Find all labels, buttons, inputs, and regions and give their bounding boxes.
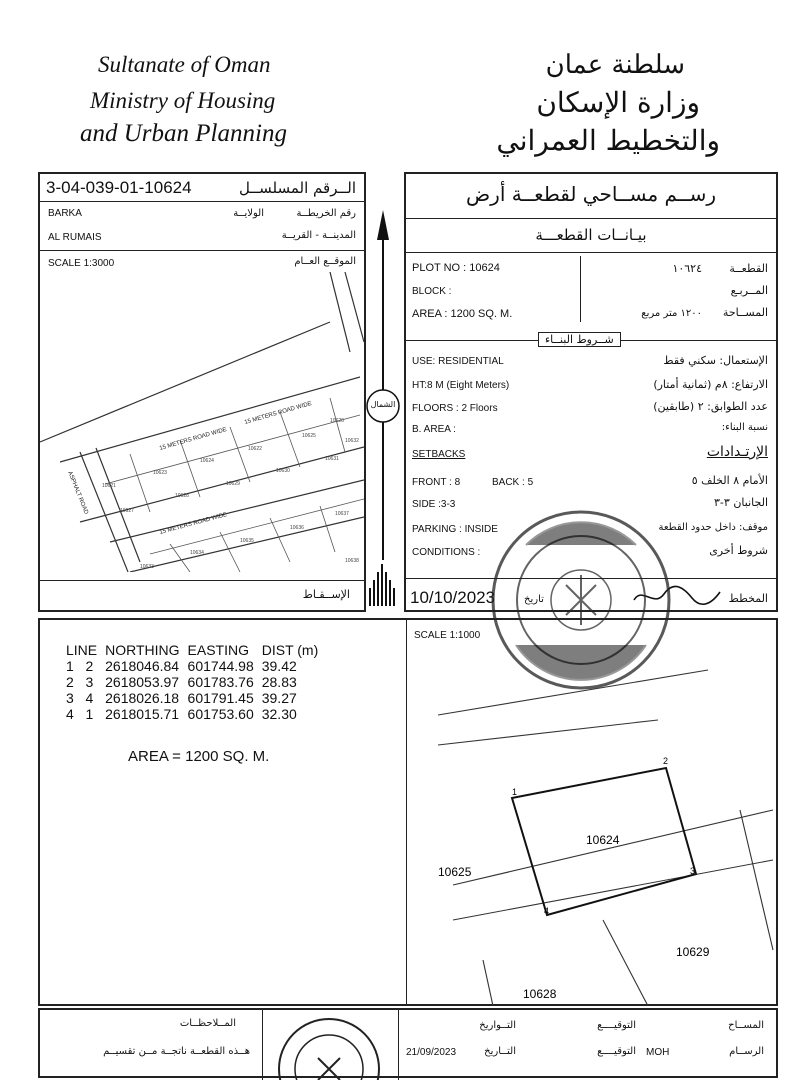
- general-location-label: الموقــع العــام: [294, 256, 356, 267]
- serial-number-value: 3-04-039-01-10624: [46, 178, 192, 197]
- plot-number: PLOT NO : 10624: [412, 262, 500, 274]
- plot-number-ar: ١٠٦٢٤: [672, 262, 702, 275]
- footer-seal-icon: [274, 1014, 384, 1080]
- table-row: 4 1 2618015.71 601753.60 32.30: [66, 706, 297, 722]
- col-dist: DIST (m): [261, 642, 319, 658]
- svg-text:10621: 10621: [102, 483, 116, 489]
- corner-2: 2: [663, 756, 669, 766]
- area-label-ar: المســاحة: [722, 306, 768, 319]
- svg-text:10623: 10623: [153, 470, 167, 476]
- front-setback: FRONT : 8: [412, 477, 461, 488]
- ministry-name-en-line1: Sultanate of Oman: [98, 52, 271, 77]
- col-northing: NORTHING: [105, 642, 180, 658]
- date-label: التــاريخ: [484, 1046, 516, 1057]
- dates-label: التــواريخ: [479, 1020, 516, 1031]
- front-back-ar: الأمام ٨ الخلف ٥: [691, 474, 768, 487]
- ministry-name-ar-line2: وزارة الإسكان: [536, 86, 700, 119]
- signature-label-2: التوقيــــع: [597, 1046, 636, 1057]
- notes-label: المــلاحظــات: [179, 1018, 236, 1029]
- svg-text:10624: 10624: [200, 458, 214, 464]
- survey-date: 10/10/2023: [410, 588, 496, 607]
- svg-text:10632: 10632: [345, 438, 359, 444]
- plot-label-ar: القطعــة: [729, 262, 768, 275]
- coordinates-and-plot-section: [38, 618, 778, 1006]
- coordinates-header-row: [62, 642, 322, 658]
- notes-text: هــذه القطعــة ناتجــة مــن تقسيــم: [103, 1046, 250, 1057]
- planner-label-ar: المخطط: [728, 592, 768, 605]
- svg-text:10634: 10634: [190, 550, 204, 556]
- setbacks-heading-ar: الإرتـدادات: [706, 444, 768, 460]
- conditions-label-ar: شروط أخرى: [709, 544, 768, 557]
- svg-text:10635: 10635: [240, 538, 254, 544]
- road-label-4: ASPHALT ROAD: [66, 470, 89, 516]
- svg-text:10633: 10633: [140, 564, 154, 570]
- projection-label: الإســقـاط: [302, 588, 350, 601]
- col-easting: EASTING: [187, 642, 250, 658]
- ministry-name-ar-line1: سلطنة عمان: [545, 50, 685, 80]
- building-area-label-ar: نسبة البناء:: [721, 422, 768, 433]
- city-label: المدينــة - القريــة: [281, 230, 356, 241]
- date-label-ar: تاريخ: [524, 594, 544, 605]
- coordinates-table: [62, 642, 322, 722]
- height-value: HT:8 M (Eight Meters): [412, 380, 510, 391]
- plot-label-10629: 10629: [676, 945, 710, 959]
- ministry-name-en-line3: and Urban Planning: [80, 120, 287, 147]
- svg-text:10637: 10637: [335, 511, 349, 517]
- wilayat-label: الولايــة: [233, 208, 264, 219]
- floors-value: FLOORS : 2 Floors: [412, 403, 498, 414]
- svg-text:10629: 10629: [226, 481, 240, 487]
- parking-value-ar: موقف: داخل حدود القطعة: [658, 522, 768, 533]
- plot-label-10624: 10624: [586, 833, 620, 847]
- wilayat-value: BARKA: [48, 208, 82, 219]
- side-setback: SIDE :3-3: [412, 499, 456, 510]
- conditions-label: CONDITIONS :: [412, 547, 481, 558]
- ministry-name-en-line2: Ministry of Housing: [90, 88, 276, 113]
- map-number-label: رقم الخريطــة: [296, 208, 356, 219]
- footer-section: [38, 1008, 778, 1078]
- block-label: BLOCK :: [412, 286, 452, 297]
- left-panel: [38, 172, 366, 612]
- detail-scale: SCALE 1:1000: [414, 630, 481, 641]
- footer-date: 21/09/2023: [406, 1047, 457, 1058]
- road-label-3: 15 METERS ROAD WIDE: [158, 512, 228, 536]
- drafter-label: الرســام: [729, 1046, 764, 1057]
- road-label-1: 15 METERS ROAD WIDE: [158, 426, 228, 452]
- city-value: AL RUMAIS: [48, 232, 102, 243]
- location-scale: SCALE 1:3000: [48, 258, 115, 269]
- survey-title: رســم مســاحي لقطعــة أرض: [465, 182, 717, 206]
- area-value: AREA : 1200 SQ. M.: [412, 308, 513, 320]
- back-setback: BACK : 5: [492, 477, 534, 488]
- building-conditions-heading: شــروط البنــاء: [538, 332, 621, 347]
- svg-text:10636: 10636: [290, 525, 304, 531]
- signature-label-1: التوقيــــع: [597, 1020, 636, 1031]
- svg-text:10626: 10626: [330, 418, 344, 424]
- corner-4: 4: [544, 906, 550, 916]
- total-area: AREA = 1200 SQ. M.: [128, 748, 270, 765]
- svg-text:10638: 10638: [345, 558, 359, 564]
- svg-text:10627: 10627: [120, 508, 134, 514]
- use-value-ar: الإستعمال: سكني فقط: [663, 354, 768, 367]
- table-row: 3 4 2618026.18 601791.45 39.27: [66, 690, 297, 706]
- floors-value-ar: عدد الطوابق: ٢ (طابقين): [653, 400, 768, 413]
- use-value: USE: RESIDENTIAL: [412, 356, 504, 367]
- svg-text:10630: 10630: [276, 468, 290, 474]
- plot-label-10625: 10625: [438, 865, 472, 879]
- height-value-ar: الارتفاع: ٨م (ثمانية أمتار): [653, 378, 768, 391]
- north-label: الشمال: [370, 400, 396, 409]
- building-area-label: B. AREA :: [412, 424, 456, 435]
- table-row: 2 3 2618053.97 601783.76 28.83: [66, 674, 297, 690]
- area-value-ar: ١٢٠٠ متر مربع: [641, 308, 702, 319]
- col-line: LINE: [66, 642, 98, 658]
- corner-3: 3: [690, 866, 696, 876]
- setbacks-heading: SETBACKS: [412, 449, 466, 460]
- road-label-2: 15 METERS ROAD WIDE: [243, 400, 313, 426]
- north-arrow-icon: [360, 210, 406, 610]
- plot-data-subtitle: بيـانــات القطعـــة: [535, 226, 647, 244]
- svg-text:10631: 10631: [325, 456, 339, 462]
- svg-text:10622: 10622: [248, 446, 262, 452]
- drafter-value: MOH: [646, 1047, 670, 1058]
- corner-1: 1: [512, 787, 518, 797]
- svg-text:10628: 10628: [175, 493, 189, 499]
- svg-text:10625: 10625: [302, 433, 316, 439]
- serial-number-label: الــرقم المسلســل: [238, 179, 356, 197]
- block-label-ar: المــربـع: [730, 284, 768, 297]
- table-row: 1 2 2618046.84 601744.98 39.42: [66, 658, 297, 674]
- location-map: [40, 272, 364, 572]
- detail-plot-map: [408, 660, 778, 1006]
- plot-label-10628: 10628: [523, 987, 557, 1001]
- side-setback-ar: الجانبان ٣-٣: [714, 496, 768, 509]
- parking-value: PARKING : INSIDE: [412, 524, 498, 535]
- ministry-name-ar-line3: والتخطيط العمراني: [496, 124, 720, 157]
- surveyor-label: المســاح: [728, 1020, 764, 1031]
